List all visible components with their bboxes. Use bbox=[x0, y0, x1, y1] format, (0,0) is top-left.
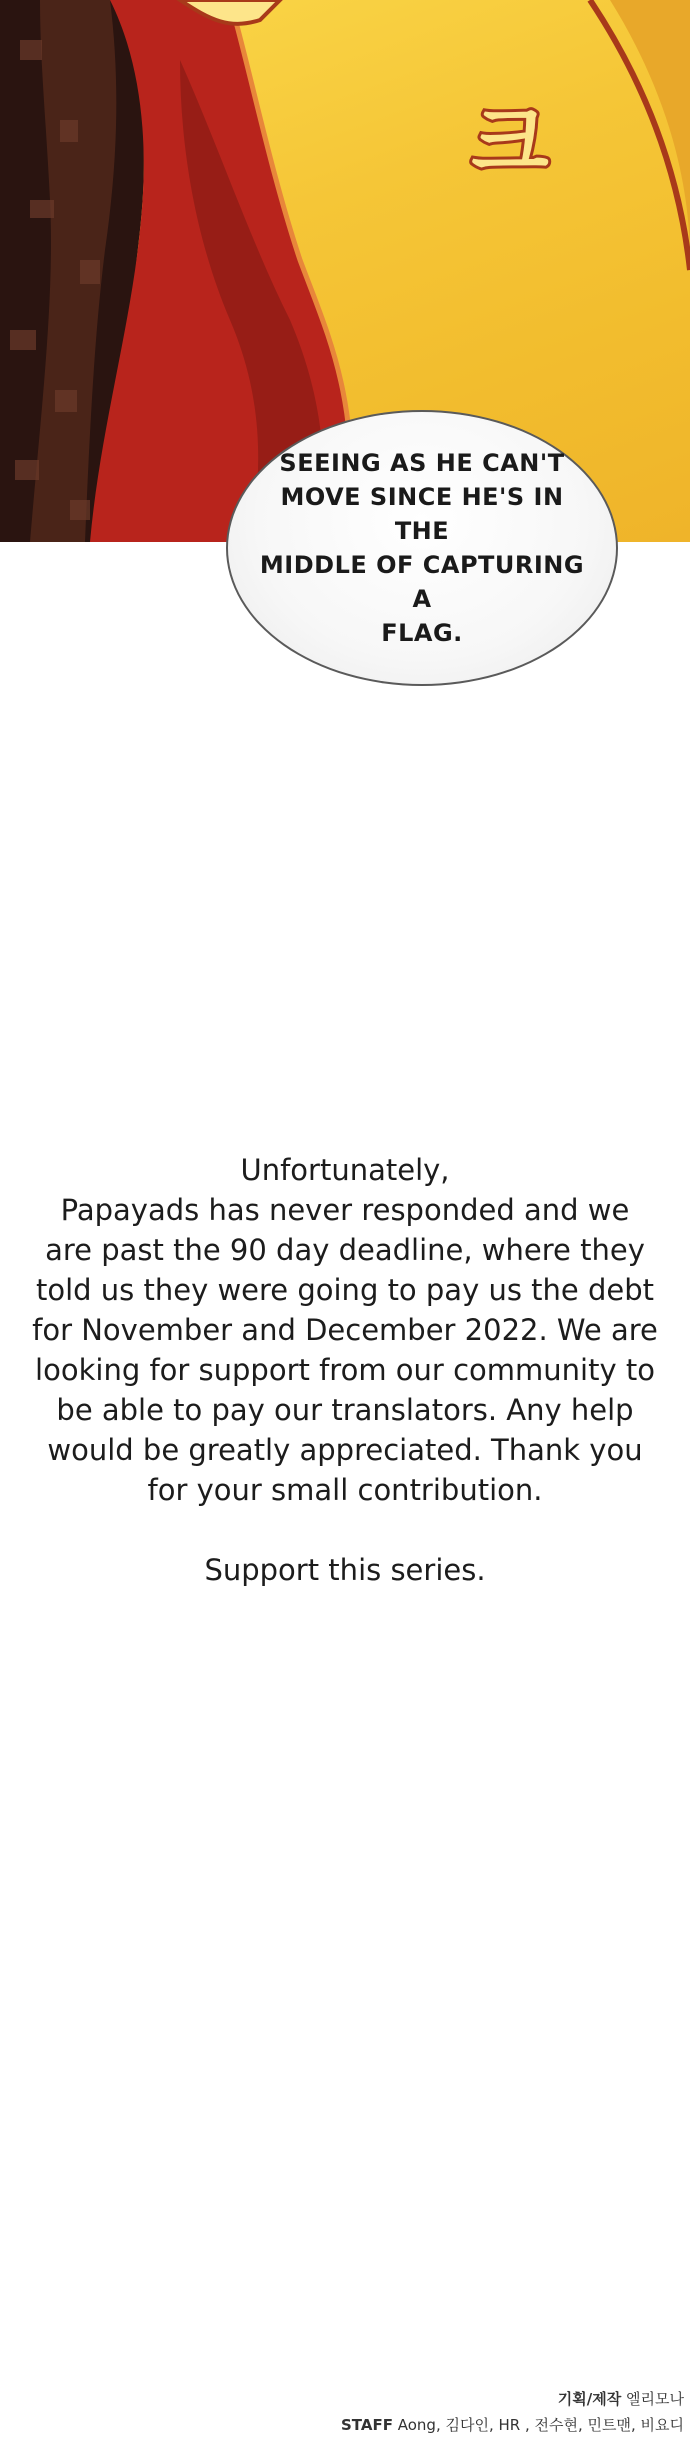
staff-value: Aong, 김다인, HR , 전수현, 민트맨, 비요디 bbox=[397, 2416, 684, 2434]
planning-value: 엘리모나 bbox=[626, 2390, 684, 2408]
translator-notice bbox=[0, 1150, 690, 1590]
speech-bubble bbox=[226, 410, 618, 686]
planning-label: 기획/제작 bbox=[557, 2390, 622, 2408]
notice-message: Unfortunately, Papayads has never responded and we are past the 90 day deadline, where they told us they were going to pay us the debt for November and December 2022. We are looking for support from our community to be able to pay our translators. Any help would be greatly appreciated. Thank you for your small contribution. bbox=[32, 1153, 658, 1507]
planning-credit bbox=[341, 2386, 684, 2412]
sfx-glyph: 크 bbox=[471, 96, 549, 189]
staff-credit bbox=[341, 2412, 684, 2438]
support-series-link[interactable]: Support this series. bbox=[204, 1553, 486, 1587]
speech-bubble-text: SEEING AS HE CAN'T MOVE SINCE HE'S IN THE MIDDLE OF CAPTURING A FLAG. bbox=[259, 449, 585, 647]
staff-label: STAFF bbox=[340, 2416, 393, 2434]
staff-credits bbox=[341, 2386, 684, 2438]
